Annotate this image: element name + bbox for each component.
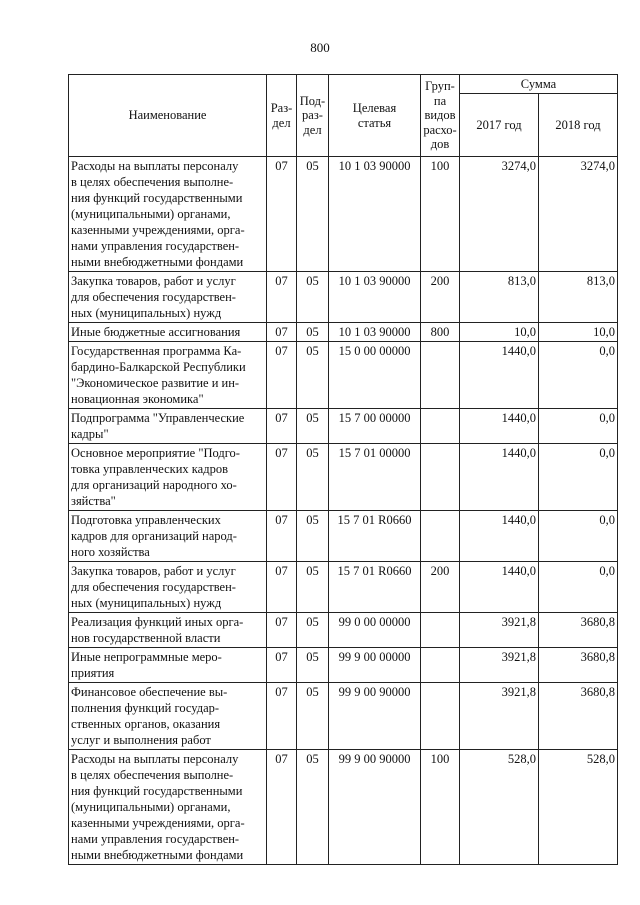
table-body [69, 157, 618, 865]
row-razdel-cell: 07 [267, 613, 297, 648]
row-name-cell: Иные непрограммные меро- приятия [69, 648, 267, 683]
row-sum-2018-cell: 10,0 [539, 323, 618, 342]
row-podrazdel-cell: 05 [297, 562, 329, 613]
table-row [69, 562, 618, 613]
row-target-cell: 15 0 00 00000 [329, 342, 421, 409]
row-group-cell: 200 [421, 562, 460, 613]
row-sum-2017-cell: 10,0 [460, 323, 539, 342]
row-sum-2017-cell: 3274,0 [460, 157, 539, 272]
row-sum-2017-cell: 3921,8 [460, 683, 539, 750]
row-podrazdel-cell: 05 [297, 683, 329, 750]
header-razdel: Раз- дел [267, 75, 297, 157]
row-sum-2017-cell: 1440,0 [460, 409, 539, 444]
row-sum-2018-cell: 0,0 [539, 511, 618, 562]
row-sum-2018-cell: 528,0 [539, 750, 618, 865]
header-sum: Сумма [460, 75, 618, 94]
table-row [69, 323, 618, 342]
row-group-cell: 100 [421, 750, 460, 865]
table-row [69, 157, 618, 272]
row-sum-2017-cell: 3921,8 [460, 613, 539, 648]
table-row [69, 409, 618, 444]
table-row [69, 511, 618, 562]
row-group-cell [421, 342, 460, 409]
row-group-cell: 200 [421, 272, 460, 323]
row-sum-2017-cell: 528,0 [460, 750, 539, 865]
row-razdel-cell: 07 [267, 511, 297, 562]
row-target-cell: 10 1 03 90000 [329, 157, 421, 272]
table-row [69, 683, 618, 750]
header-year-2017: 2017 год [460, 94, 539, 157]
row-target-cell: 15 7 01 R0660 [329, 511, 421, 562]
table-row [69, 444, 618, 511]
row-razdel-cell: 07 [267, 750, 297, 865]
row-sum-2018-cell: 3680,8 [539, 683, 618, 750]
row-sum-2018-cell: 0,0 [539, 444, 618, 511]
row-sum-2018-cell: 3274,0 [539, 157, 618, 272]
row-name-cell: Реализация функций иных орга- нов государственной власти [69, 613, 267, 648]
row-sum-2017-cell: 1440,0 [460, 444, 539, 511]
row-razdel-cell: 07 [267, 409, 297, 444]
row-razdel-cell: 07 [267, 444, 297, 511]
row-name-cell: Финансовое обеспечение вы- полнения функций государ- ственных органов, оказания услуг и выполнения работ [69, 683, 267, 750]
row-target-cell: 10 1 03 90000 [329, 272, 421, 323]
row-podrazdel-cell: 05 [297, 409, 329, 444]
row-sum-2017-cell: 3921,8 [460, 648, 539, 683]
row-podrazdel-cell: 05 [297, 613, 329, 648]
header-group: Груп- па видов расхо- дов [421, 75, 460, 157]
row-name-cell: Расходы на выплаты персоналу в целях обеспечения выполне- ния функций государственными (муниципальными) органами, казенными учреждениями, орга- нами управления государствен- ными внебюджетными фондами [69, 157, 267, 272]
row-target-cell: 99 9 00 90000 [329, 750, 421, 865]
row-name-cell: Закупка товаров, работ и услуг для обеспечения государствен- ных (муниципальных) нужд [69, 562, 267, 613]
row-name-cell: Основное мероприятие "Подго- товка управленческих кадров для организаций народного хо- зяйства" [69, 444, 267, 511]
row-name-cell: Подготовка управленческих кадров для организаций народ- ного хозяйства [69, 511, 267, 562]
row-razdel-cell: 07 [267, 683, 297, 750]
row-target-cell: 15 7 01 00000 [329, 444, 421, 511]
row-podrazdel-cell: 05 [297, 272, 329, 323]
row-sum-2017-cell: 1440,0 [460, 342, 539, 409]
row-target-cell: 15 7 00 00000 [329, 409, 421, 444]
table-row [69, 648, 618, 683]
row-group-cell [421, 511, 460, 562]
row-razdel-cell: 07 [267, 323, 297, 342]
row-razdel-cell: 07 [267, 272, 297, 323]
row-group-cell [421, 648, 460, 683]
row-name-cell: Закупка товаров, работ и услуг для обеспечения государствен- ных (муниципальных) нужд [69, 272, 267, 323]
row-razdel-cell: 07 [267, 342, 297, 409]
budget-table [68, 74, 618, 865]
row-sum-2018-cell: 0,0 [539, 342, 618, 409]
row-group-cell [421, 613, 460, 648]
row-podrazdel-cell: 05 [297, 342, 329, 409]
page-number: 800 [310, 40, 330, 55]
row-sum-2017-cell: 1440,0 [460, 562, 539, 613]
row-group-cell [421, 444, 460, 511]
table-row [69, 272, 618, 323]
row-target-cell: 99 9 00 90000 [329, 683, 421, 750]
row-podrazdel-cell: 05 [297, 323, 329, 342]
row-name-cell: Иные бюджетные ассигнования [69, 323, 267, 342]
row-sum-2017-cell: 1440,0 [460, 511, 539, 562]
row-group-cell [421, 683, 460, 750]
row-sum-2018-cell: 3680,8 [539, 648, 618, 683]
row-target-cell: 15 7 01 R0660 [329, 562, 421, 613]
header-name: Наименование [69, 75, 267, 157]
row-target-cell: 10 1 03 90000 [329, 323, 421, 342]
row-podrazdel-cell: 05 [297, 157, 329, 272]
row-podrazdel-cell: 05 [297, 750, 329, 865]
row-razdel-cell: 07 [267, 648, 297, 683]
row-group-cell [421, 409, 460, 444]
row-target-cell: 99 0 00 00000 [329, 613, 421, 648]
row-razdel-cell: 07 [267, 562, 297, 613]
row-podrazdel-cell: 05 [297, 444, 329, 511]
row-podrazdel-cell: 05 [297, 648, 329, 683]
row-name-cell: Подпрограмма "Управленческие кадры" [69, 409, 267, 444]
row-sum-2018-cell: 0,0 [539, 409, 618, 444]
row-sum-2018-cell: 813,0 [539, 272, 618, 323]
row-target-cell: 99 9 00 00000 [329, 648, 421, 683]
header-year-2018: 2018 год [539, 94, 618, 157]
row-group-cell: 800 [421, 323, 460, 342]
row-name-cell: Расходы на выплаты персоналу в целях обеспечения выполне- ния функций государственными (муниципальными) органами, казенными учреждениями, орга- нами управления государствен- ными внебюджетными фондами [69, 750, 267, 865]
row-podrazdel-cell: 05 [297, 511, 329, 562]
header-podrazdel: Под- раз- дел [297, 75, 329, 157]
row-sum-2017-cell: 813,0 [460, 272, 539, 323]
header-target: Целевая статья [329, 75, 421, 157]
table-row [69, 342, 618, 409]
table-row [69, 613, 618, 648]
row-group-cell: 100 [421, 157, 460, 272]
row-razdel-cell: 07 [267, 157, 297, 272]
row-name-cell: Государственная программа Ка- бардино-Балкарской Республики "Экономическое развитие и ин- новационная экономика" [69, 342, 267, 409]
table-row [69, 750, 618, 865]
row-sum-2018-cell: 0,0 [539, 562, 618, 613]
row-sum-2018-cell: 3680,8 [539, 613, 618, 648]
